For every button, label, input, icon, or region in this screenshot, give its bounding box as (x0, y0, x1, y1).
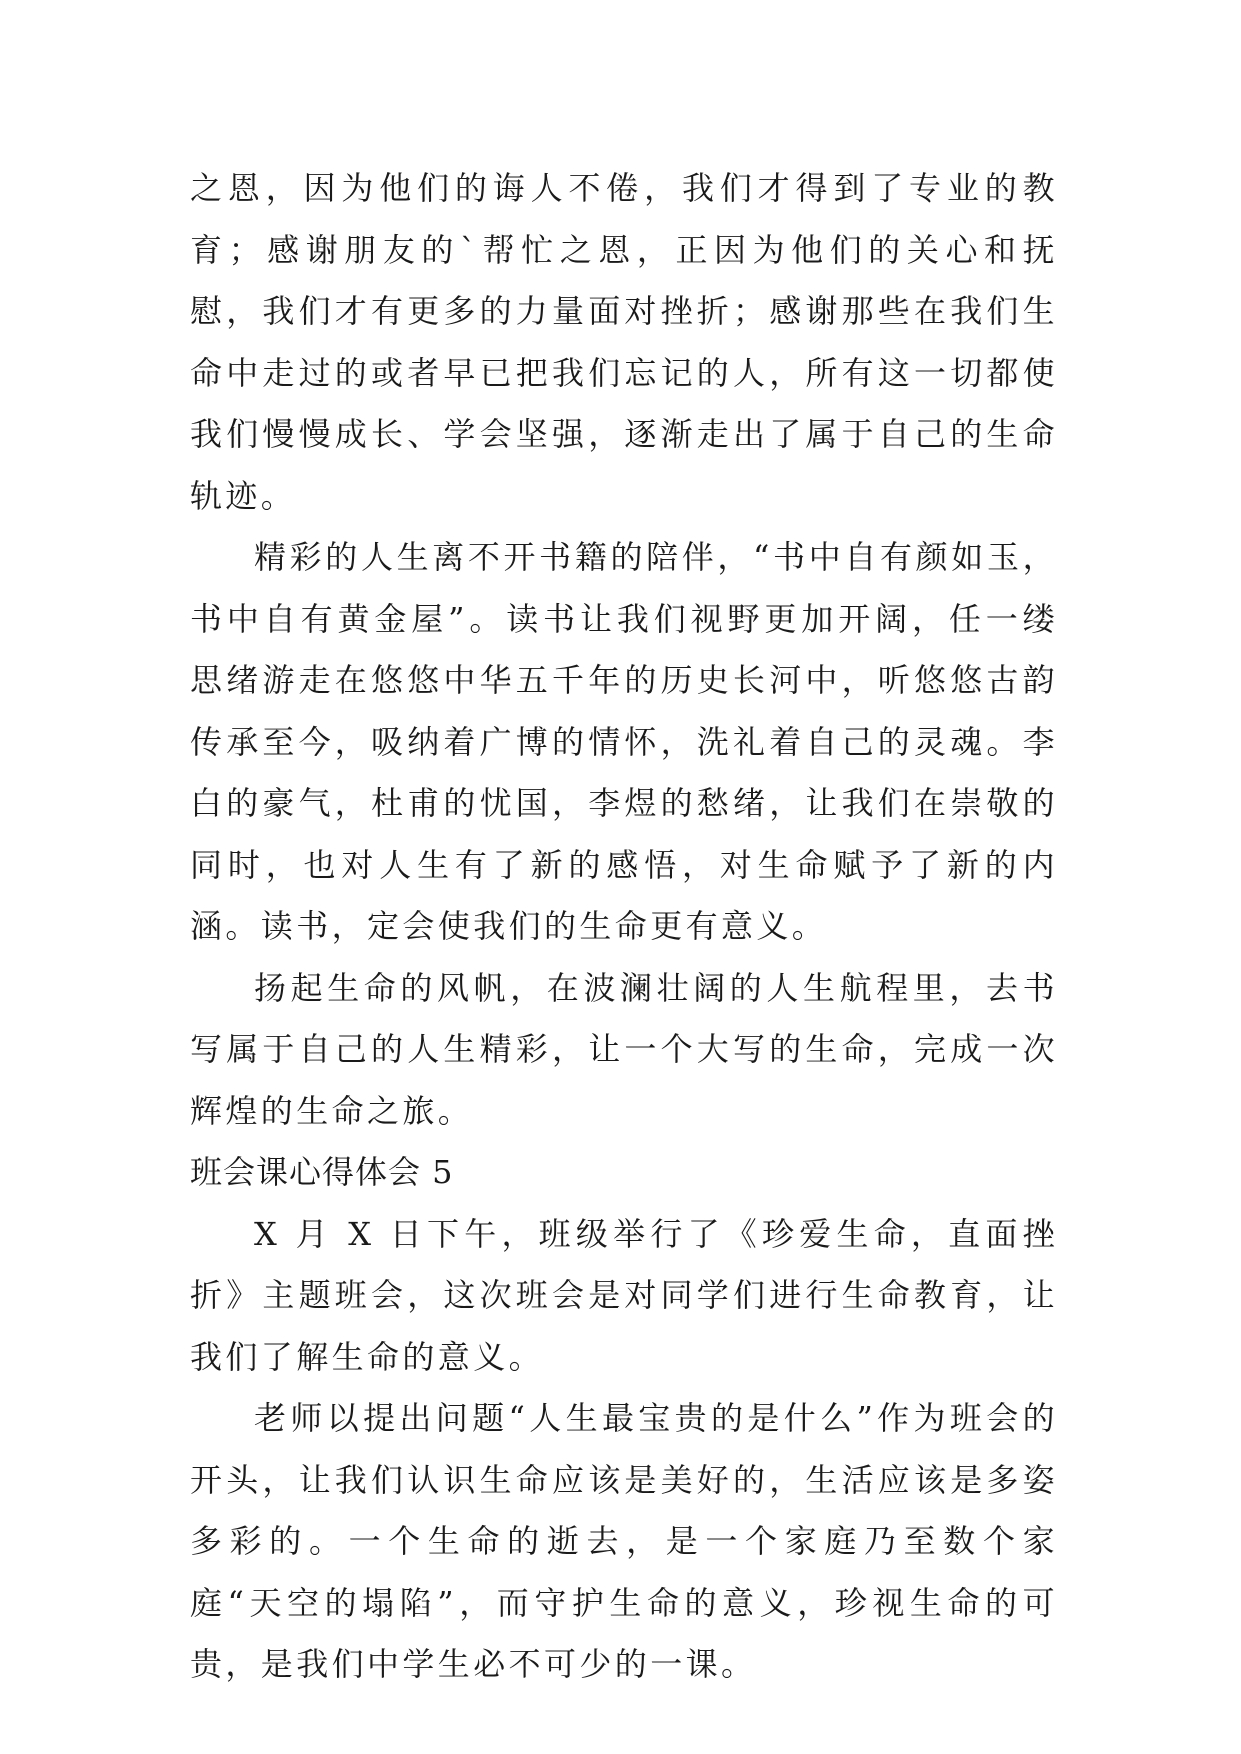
section-heading: 班会课心得体会 5 (190, 1153, 454, 1191)
paragraph-life-sail: 扬起生命的风帆，在波澜壮阔的人生航程里，去书写属于自己的人生精彩，让一个大写的生命，完成一次辉煌的生命之旅。 (190, 968, 1058, 1130)
paragraph-teacher-question: 老师以提出问题“人生最宝贵的是什么”作为班会的开头，让我们认识生命应该是美好的，生活应该是多姿多彩的。一个生命的逝去，是一个家庭乃至数个家庭“天空的塌陷”，而守护生命的意义，珍视生命的可贵，是我们中学生必不可少的一课。 (190, 1399, 1058, 1683)
paragraph-class-meeting: X 月 X 日下午，班级举行了《珍爱生命，直面挫折》主题班会，这次班会是对同学们进行生命教育，让我们了解生命的意义。 (190, 1214, 1058, 1376)
document-body (190, 158, 1058, 1696)
paragraph-reading: 精彩的人生离不开书籍的陪伴，“书中自有颜如玉，书中自有黄金屋”。读书让我们视野更加开阔，任一缕思绪游走在悠悠中华五千年的历史长河中，听悠悠古韵传承至今，吸纳着广博的情怀，洗礼着自己的灵魂。李白的豪气，杜甫的忧国，李煜的愁绪，让我们在崇敬的同时，也对人生有了新的感悟，对生命赋予了新的内涵。读书，定会使我们的生命更有意义。 (190, 538, 1058, 945)
paragraph-continuation: 之恩，因为他们的诲人不倦，我们才得到了专业的教育；感谢朋友的`帮忙之恩，正因为他们的关心和抚慰，我们才有更多的力量面对挫折；感谢那些在我们生命中走过的或者早已把我们忘记的人，所有这一切都使我们慢慢成长、学会坚强，逐渐走出了属于自己的生命轨迹。 (190, 169, 1058, 515)
